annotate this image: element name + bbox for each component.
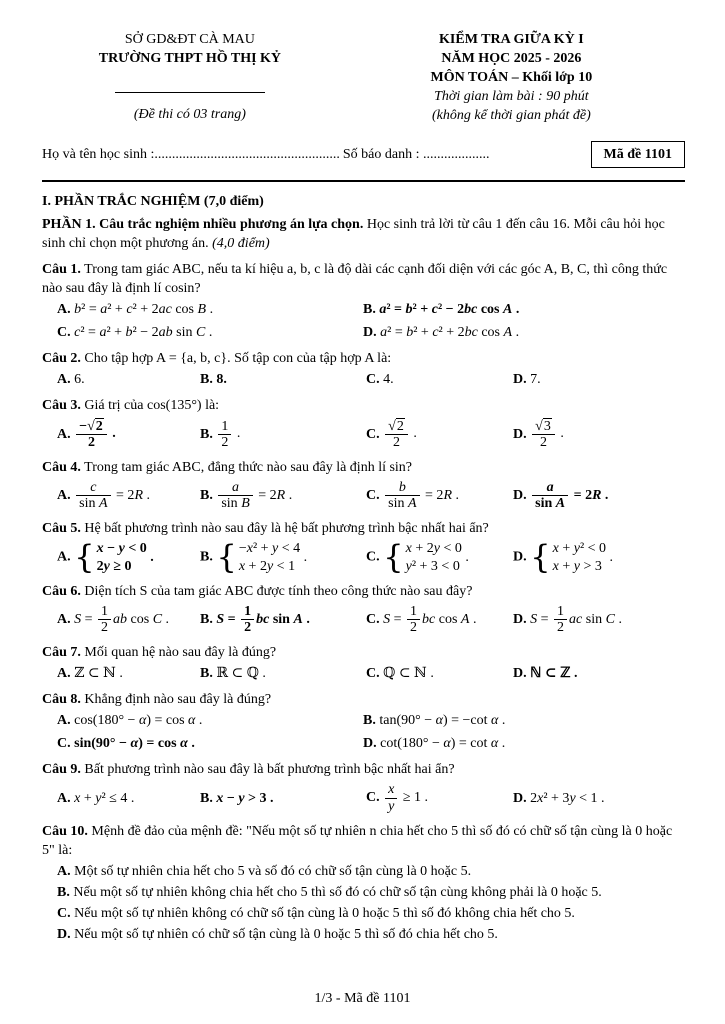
option-label: C. (366, 426, 380, 442)
option-b (200, 418, 366, 451)
option-label: B. (200, 666, 213, 682)
option-content: { x − y < 0 2y ≥ 0 . (74, 538, 154, 577)
option-label: D. (513, 372, 527, 388)
option-label: C. (57, 905, 71, 921)
question-number: Câu 5. (42, 520, 81, 536)
department-name: SỞ GD&ĐT CÀ MAU (124, 32, 255, 47)
question-number: Câu 6. (42, 584, 81, 599)
option-label: B. (200, 549, 213, 565)
question-8 (42, 690, 685, 753)
part1-intro (42, 215, 685, 253)
option-a (57, 370, 200, 389)
student-info-row (42, 141, 685, 168)
option-label: A. (57, 611, 71, 627)
duration: Thời gian làm bài : 90 phút (434, 89, 589, 105)
options-q8 (42, 711, 685, 753)
option-content: S = $\frac{1}{2}$ ab cos C . (74, 604, 170, 636)
option-label: D. (57, 926, 71, 942)
option-content: sin(90° − α) = cos α . (74, 736, 195, 752)
question-text: Trong tam giác ABC, đẳng thức nào sau đây là định lí sin? (84, 459, 413, 475)
option-label: A. (57, 372, 71, 388)
question-text: Mệnh đề đảo của mệnh đề: "Nếu một số tự nhiên n chia hết cho 5 thì số đó có chữ số tận cùng là 0 hoặc 5" là: (42, 823, 673, 858)
option-label: D. (513, 666, 527, 682)
question-number: Câu 1. (42, 262, 81, 278)
school-year: NĂM HỌC 2025 - 2026 (441, 51, 582, 67)
option-content: 7. (530, 372, 541, 388)
option-label: D. (513, 611, 527, 627)
option-d (513, 540, 685, 575)
option-content: $\frac{√3}{2}$ . (530, 426, 564, 441)
option-c (366, 781, 513, 814)
options-q1 (42, 300, 685, 342)
option-c (366, 540, 513, 575)
option-content: S = $\frac{1}{2}$ ac sin C . (530, 604, 622, 636)
option-label: C. (366, 666, 380, 682)
question-1 (42, 260, 685, 342)
option-label: C. (366, 549, 380, 565)
option-label: D. (513, 549, 527, 565)
question-number: Câu 8. (42, 692, 81, 708)
option-label: A. (57, 426, 71, 442)
option-content: a² = b² + c² + 2bc cos A . (380, 325, 520, 341)
option-content: x − y > 3 . (216, 790, 274, 806)
question-7 (42, 643, 685, 683)
options-q3 (42, 418, 685, 451)
option-content: cos(180° − α) = cos α . (74, 713, 203, 729)
option-a (57, 300, 363, 319)
option-content: x + y² ≤ 4 . (74, 790, 135, 806)
option-content: { −x² + y < 4 x + 2y < 1 . (216, 538, 308, 577)
option-label: C. (366, 372, 380, 388)
options-q5 (42, 540, 685, 575)
option-label: B. (363, 302, 376, 318)
header-divider (42, 180, 685, 182)
option-content: Nếu một số tự nhiên không có chữ số tận cùng là 0 hoặc 5 thì số đó không chia hết cho 5. (74, 905, 575, 921)
student-name-label: Họ và tên học sinh :..................................................... (42, 147, 340, 163)
school-name: TRƯỜNG THPT HỒ THỊ KỶ (98, 51, 282, 67)
candidate-number-label: Số báo danh : ................... (342, 147, 490, 163)
option-label: B. (363, 713, 376, 729)
option-content: $\frac{c}{\text{sin A}}$ = 2R . (74, 488, 150, 503)
option-a (57, 603, 200, 636)
question-9 (42, 760, 685, 814)
option-c (366, 603, 513, 636)
option-label: B. (200, 426, 213, 442)
option-label: C. (366, 790, 380, 806)
question-6 (42, 582, 685, 636)
option-content: ℕ ⊂ ℤ . (530, 666, 578, 682)
option-d (513, 603, 685, 636)
option-d (513, 789, 685, 808)
option-c (57, 734, 363, 753)
question-number: Câu 7. (42, 645, 81, 661)
option-content: a² = b² + c² − 2bc cos A . (379, 302, 520, 318)
option-content: S = $\frac{1}{2}$ bc sin A . (216, 604, 310, 636)
option-d (363, 323, 685, 342)
option-content: $\frac{√2}{2}$ . (383, 426, 417, 441)
pages-note: (Đề thi có 03 trang) (133, 107, 246, 123)
header-right (338, 30, 685, 125)
duration-note: (không kể thời gian phát đề) (432, 108, 591, 124)
option-content: 2x² + 3y < 1 . (530, 790, 605, 806)
option-c (366, 418, 513, 451)
question-text: Hệ bất phương trình nào sau đây là hệ bất phương trình bậc nhất hai ẩn? (84, 520, 489, 536)
option-content: Nếu một số tự nhiên không chia hết cho 5 thì số đó có chữ số tận cùng không phải là 0 hoặc 5. (73, 884, 602, 900)
question-3 (42, 396, 685, 450)
option-label: A. (57, 302, 71, 318)
option-content: b² = a² + c² + 2ac cos B . (74, 302, 214, 318)
option-label: A. (57, 713, 71, 729)
option-a (57, 789, 200, 808)
options-q10 (42, 862, 685, 944)
option-b (57, 883, 685, 902)
question-text: Bất phương trình nào sau đây là bất phương trình bậc nhất hai ẩn? (84, 762, 455, 778)
option-b (200, 479, 366, 512)
option-label: B. (200, 611, 213, 627)
exam-title: KIỂM TRA GIỮA KỲ I (439, 32, 584, 47)
option-b (200, 603, 366, 636)
option-content: { x + 2y < 0 y² + 3 < 0 . (383, 538, 469, 577)
option-b (200, 664, 366, 683)
option-label: A. (57, 549, 71, 565)
option-label: B. (57, 884, 70, 900)
option-content: { x + y² < 0 x + y > 3 . (530, 538, 614, 577)
header-left (42, 30, 338, 125)
option-content: ℝ ⊂ ℚ . (216, 666, 266, 682)
option-c (57, 904, 685, 923)
option-content: Một số tự nhiên chia hết cho 5 và số đó có chữ số tận cùng là 0 hoặc 5. (74, 863, 472, 879)
option-a (57, 540, 200, 575)
option-c (57, 323, 363, 342)
option-content: 6. (74, 372, 85, 388)
option-label: B. (200, 487, 213, 503)
question-text: Cho tập hợp A = {a, b, c}. Số tập con của tập hợp A là: (84, 351, 392, 367)
option-a (57, 418, 200, 451)
option-b (200, 789, 366, 808)
option-label: D. (513, 426, 527, 442)
options-q2 (42, 370, 685, 389)
option-a (57, 479, 200, 512)
question-number: Câu 3. (42, 398, 81, 414)
option-label: D. (363, 736, 377, 752)
question-4 (42, 458, 685, 512)
option-content: ℚ ⊂ ℕ . (383, 666, 434, 682)
option-label: B. (200, 372, 213, 388)
question-text: Trong tam giác ABC, nếu ta kí hiệu a, b, c là độ dài các cạnh đối diện với các góc A, B, C, thì công thức nào sau đây là định lí cosin? (42, 262, 668, 297)
part1-intro-points: (4,0 điểm) (212, 236, 270, 252)
question-number: Câu 9. (42, 762, 81, 778)
option-content: $\frac{-√2}{2}$ . (74, 426, 116, 441)
exam-header (42, 30, 685, 125)
option-a (57, 862, 685, 881)
section-title: I. PHẦN TRẮC NGHIỆM (7,0 điểm) (42, 194, 264, 210)
header-separator-line (115, 92, 265, 93)
option-content: $\frac{a}{\text{sin B}}$ = 2R . (216, 488, 292, 503)
option-content: c² = a² + b² − 2ab sin C . (74, 325, 213, 341)
option-content: 4. (383, 372, 394, 388)
option-d (513, 479, 685, 512)
option-label: D. (513, 790, 527, 806)
option-a (57, 664, 200, 683)
options-q9 (42, 781, 685, 814)
option-content: ℤ ⊂ ℕ . (74, 666, 123, 682)
option-b (363, 711, 685, 730)
option-d (363, 734, 685, 753)
option-b (363, 300, 685, 319)
option-content: $\frac{x}{y}$ ≥ 1 . (383, 790, 428, 805)
option-label: C. (57, 736, 71, 752)
option-d (513, 664, 685, 683)
option-label: C. (57, 325, 71, 341)
option-content: S = $\frac{1}{2}$ bc cos A . (383, 604, 477, 636)
option-d (57, 925, 685, 944)
question-text: Giá trị của cos(135°) là: (84, 398, 220, 414)
option-content: $\frac{b}{\text{sin A}}$ = 2R . (383, 488, 459, 503)
option-label: B. (200, 790, 213, 806)
options-q4 (42, 479, 685, 512)
exam-code-box: Mã đề 1101 (591, 141, 685, 168)
option-label: C. (366, 611, 380, 627)
part1-intro-text: Học sinh trả lời từ câu 1 đến câu 16. Mỗi câu hỏi học sinh chỉ chọn một phương án. (42, 217, 665, 252)
option-b (200, 370, 366, 389)
page-footer: 1/3 - Mã đề 1101 (314, 990, 411, 1006)
question-10 (42, 822, 685, 944)
subject-grade: MÔN TOÁN – Khối lớp 10 (430, 70, 593, 86)
options-q6 (42, 603, 685, 636)
options-q7 (42, 664, 685, 683)
option-content: Nếu một số tự nhiên có chữ số tận cùng là 0 hoặc 5 thì số đó chia hết cho 5. (74, 926, 498, 942)
option-label: A. (57, 863, 71, 879)
option-label: D. (513, 487, 527, 503)
option-content: $\frac{1}{2}$ . (216, 426, 240, 441)
option-content: cot(180° − α) = cot α . (380, 736, 506, 752)
option-d (513, 370, 685, 389)
part1-intro-bold: PHẦN 1. Câu trắc nghiệm nhiều phương án lựa chọn. (42, 217, 364, 233)
option-c (366, 479, 513, 512)
question-5 (42, 519, 685, 575)
question-number: Câu 2. (42, 351, 81, 367)
option-content: 8. (216, 372, 227, 388)
option-d (513, 418, 685, 451)
question-text: Khẳng định nào sau đây là đúng? (84, 692, 272, 708)
option-label: A. (57, 666, 71, 682)
option-b (200, 540, 366, 575)
question-2 (42, 349, 685, 389)
question-number: Câu 4. (42, 459, 81, 475)
option-c (366, 664, 513, 683)
option-label: D. (363, 325, 377, 341)
option-label: C. (366, 487, 380, 503)
question-text: Mối quan hệ nào sau đây là đúng? (84, 645, 277, 661)
option-content: tan(90° − α) = −cot α . (379, 713, 506, 729)
option-c (366, 370, 513, 389)
option-label: A. (57, 790, 71, 806)
option-a (57, 711, 363, 730)
question-text: Diện tích S của tam giác ABC được tính theo công thức nào sau đây? (84, 584, 473, 599)
option-content: $\frac{a}{\text{sin A}}$ = 2R . (530, 488, 608, 503)
question-number: Câu 10. (42, 823, 88, 839)
option-label: A. (57, 487, 71, 503)
